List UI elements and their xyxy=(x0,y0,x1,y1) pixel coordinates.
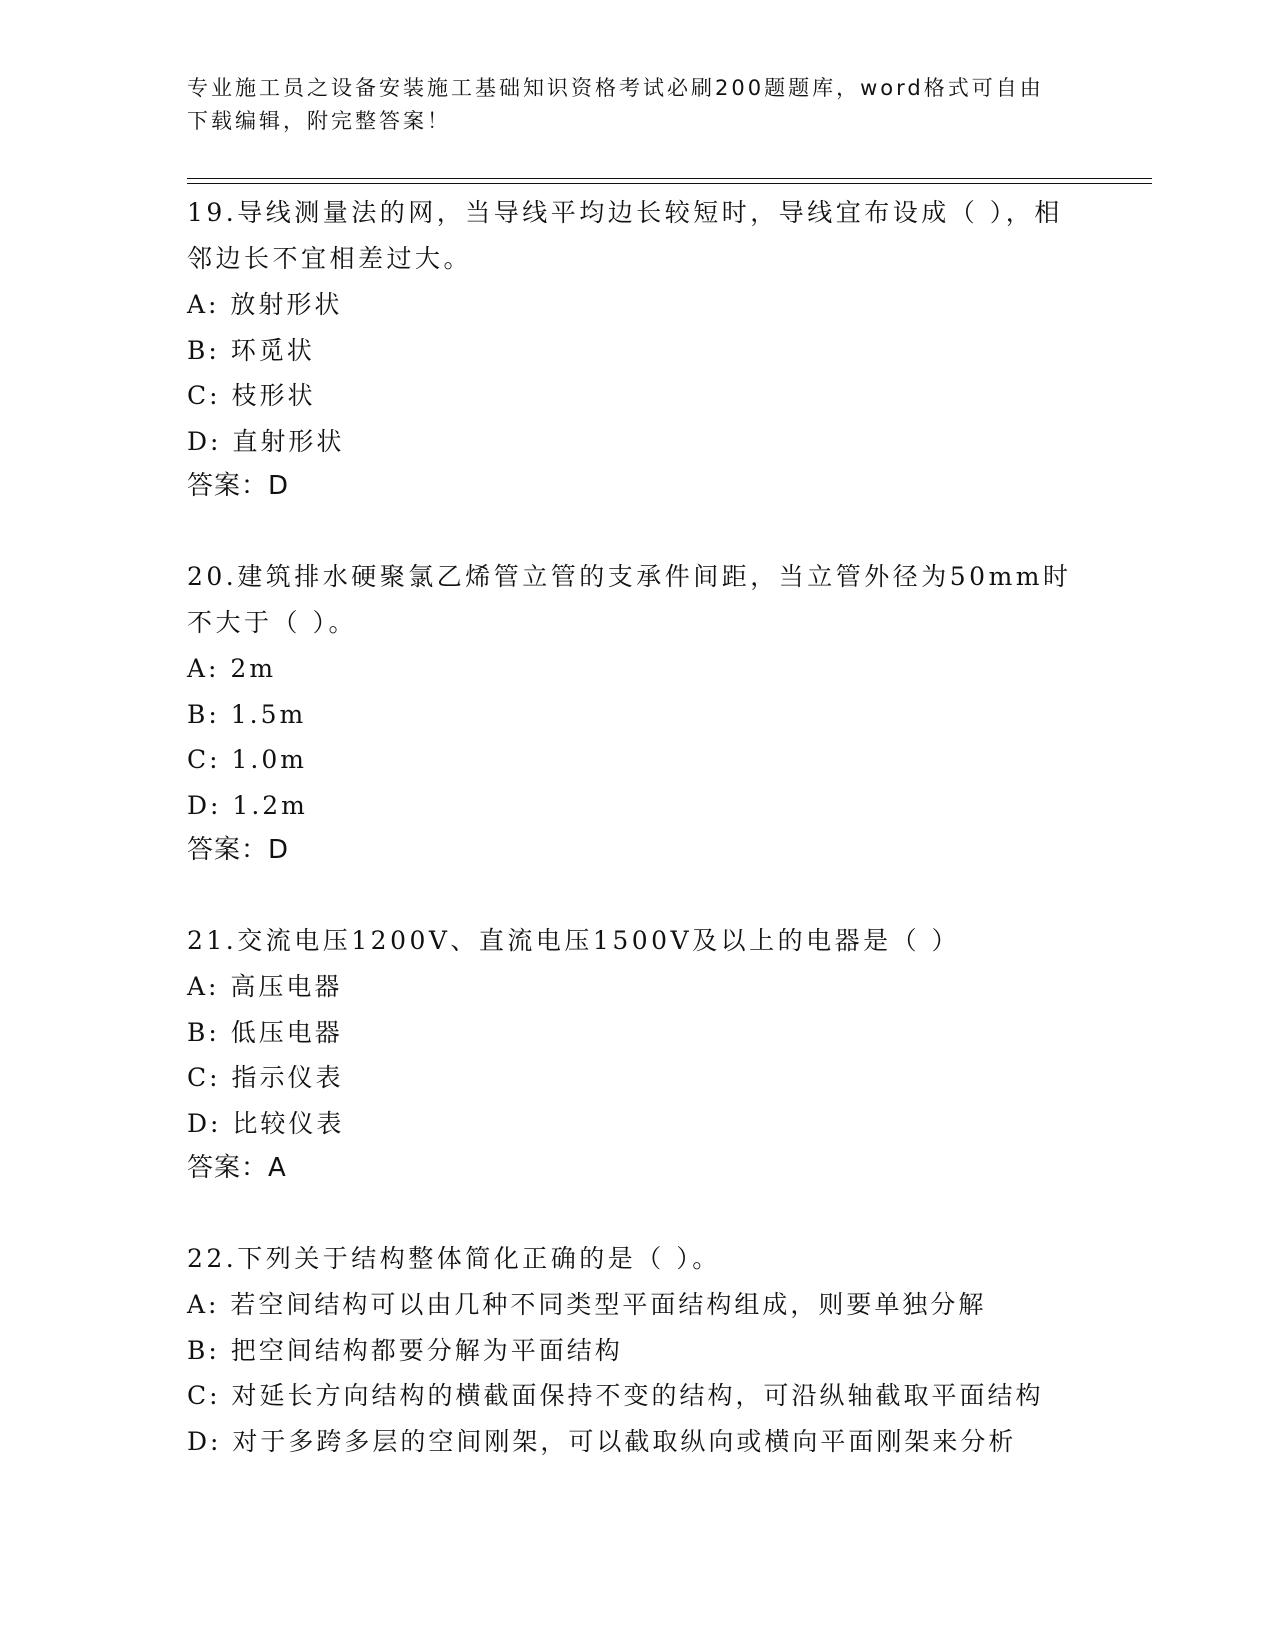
header-divider-top xyxy=(187,178,1152,179)
document-header: 专业施工员之设备安装施工基础知识资格考试必刷200题题库，word格式可自由下载编辑，附完整答案！ xyxy=(187,76,1044,133)
option-b: B: 把空间结构都要分解为平面结构 xyxy=(187,1335,623,1365)
question-text: 21.交流电压1200V、直流电压1500V及以上的电器是（ ） xyxy=(187,926,961,955)
option-d: D: 直射形状 xyxy=(187,426,345,456)
question-text: 19.导线测量法的网，当导线平均边长较短时，导线宜布设成（ ），相邻边长不宜相差过大。 xyxy=(187,198,1063,273)
option-b: B: 环觅状 xyxy=(187,335,315,365)
option-d: D: 1.2m xyxy=(187,790,308,820)
option-a: A: 高压电器 xyxy=(187,972,343,1001)
question-list xyxy=(187,190,1087,1509)
option-a: A: 若空间结构可以由几种不同类型平面结构组成，则要单独分解 xyxy=(187,1290,987,1319)
question-text: 22.下列关于结构整体简化正确的是（ ）。 xyxy=(187,1244,721,1273)
question-text: 20.建筑排水硬聚氯乙烯管立管的支承件间距，当立管外径为50mm时不大于（ ）。 xyxy=(187,562,1072,637)
option-c: C: 对延长方向结构的横截面保持不变的结构，可沿纵轴截取平面结构 xyxy=(187,1381,1044,1410)
header-divider-bottom xyxy=(187,183,1152,184)
option-c: C: 枝形状 xyxy=(187,381,316,410)
answer-line: 答案：A xyxy=(187,1153,287,1183)
question-19 xyxy=(187,190,1087,509)
option-b: B: 1.5m xyxy=(187,699,307,729)
question-21 xyxy=(187,918,1087,1191)
question-20 xyxy=(187,554,1087,873)
option-a: A: 2m xyxy=(187,654,277,683)
option-c: C: 指示仪表 xyxy=(187,1063,344,1092)
option-d: D: 比较仪表 xyxy=(187,1108,345,1138)
answer-line: 答案：D xyxy=(187,835,290,865)
answer-line: 答案：D xyxy=(187,471,290,501)
option-a: A: 放射形状 xyxy=(187,290,343,319)
option-c: C: 1.0m xyxy=(187,745,307,774)
option-d: D: 对于多跨多层的空间刚架，可以截取纵向或横向平面刚架来分析 xyxy=(187,1426,1017,1456)
question-22 xyxy=(187,1236,1087,1464)
option-b: B: 低压电器 xyxy=(187,1017,343,1047)
